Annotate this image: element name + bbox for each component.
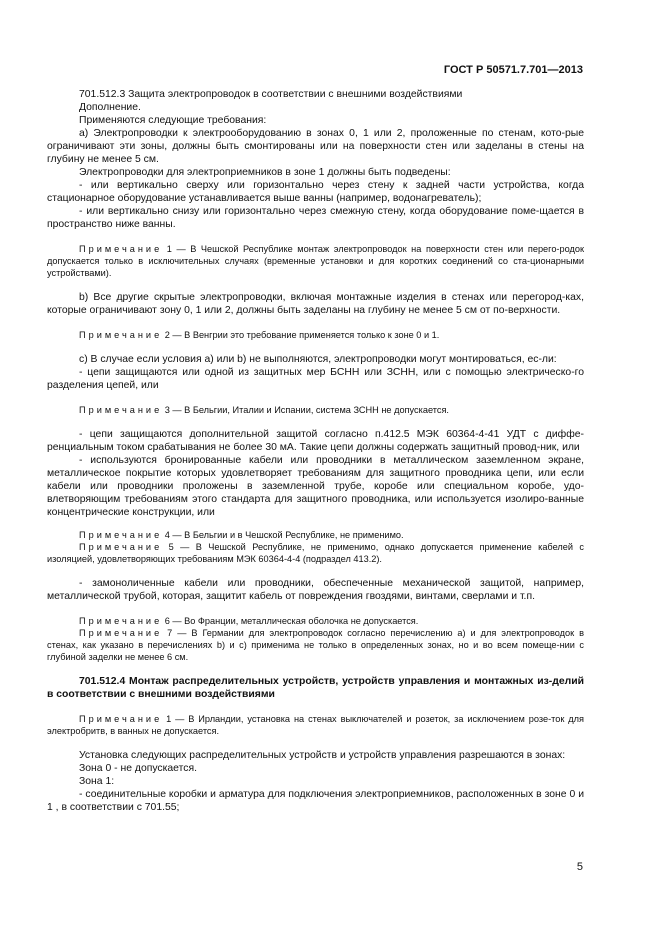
paragraph: - цепи защищаются или одной из защитных мер БСНН или ЗСНН, или с помощью электрическо-го разделения цепей, или	[47, 367, 584, 391]
paragraph: Зона 1:	[79, 776, 115, 787]
note-text: 6 — Во Франции, металлическая оболочка не допускается.	[162, 616, 419, 626]
paragraph: b) Все другие скрытые электропроводки, включая монтажные изделия в стенах или перегород-ках, которые ограничивают зону 0, 1 или 2, должны быть заделаны на глубину не менее 5 см от по-верхности.	[47, 292, 584, 316]
note-label: Примечание	[79, 530, 163, 540]
note	[47, 243, 584, 279]
note-label: Примечание	[79, 542, 163, 552]
section-heading: 701.512.4 Монтаж распределительных устройств, устройств управления и монтажных из-делий в соответствии с внешними воздействиями	[47, 676, 584, 700]
body-text	[47, 88, 584, 814]
note-text: 1 — В Ирландии, установка на стенах выключателей и розеток, за исключением розе-ток для электробритв, в ванных не допускается.	[47, 714, 584, 736]
paragraph: a) Электропроводки к электрооборудованию в зонах 0, 1 или 2, проложенные по стенам, кото-рые ограничивают эти зоны, должны быть смонтированы или на поверхности стен или заделаны в стены на глубину не менее 5 см.	[47, 128, 584, 165]
note	[47, 541, 584, 565]
paragraph: Электропроводки для электроприемников в зоне 1 должны быть подведены:	[79, 167, 451, 178]
paragraph: Применяются следующие требования:	[79, 115, 267, 126]
note	[47, 627, 584, 663]
note-label: Примечание	[79, 628, 163, 638]
paragraph: c) В случае если условия a) или b) не выполняются, электропроводки могут монтироваться, ес-ли:	[79, 354, 557, 365]
note-label: Примечание	[79, 714, 163, 724]
note-label: Примечание	[79, 330, 163, 340]
note	[47, 615, 584, 627]
standard-header: ГОСТ Р 50571.7.701—2013	[443, 64, 583, 76]
note-label: Примечание	[79, 405, 163, 415]
note-text: 4 — В Бельгии и в Чешской Республике, не применимо.	[162, 530, 404, 540]
note-text: 7 — В Германии для электропроводок согласно перечислению a) и для электропроводок в стенах, как указано в перечислениях b) и c) применима не только в определенных зонах, но и во всем помеще-нии с глубиной заделки не менее 6 см.	[47, 628, 584, 662]
note-text: 1 — В Чешской Республике монтаж электропроводок на поверхности стен или перего-родок допускается только в исключительных случаях (временные установки и для коротких соединений со ста-ционарными устройствами).	[47, 244, 584, 278]
list-item: - или вертикально снизу или горизонтально через смежную стену, когда оборудование поме-щается в пространство ниже ванны.	[47, 206, 584, 230]
note	[47, 329, 584, 341]
note-text: 2 — В Венгрии это требование применяется только к зоне 0 и 1.	[162, 330, 440, 340]
list-item: - или вертикально сверху или горизонтально через стену к задней части устройства, когда стационарное оборудование устанавливается выше ванны (например, водонагреватель);	[47, 180, 584, 204]
paragraph: - используются бронированные кабели или проводники в металлическом заземленном экране, металлическое покрытие которых удовлетворяет требованиям для защитного проводника цепи, или если кабели или проводники проложены в заземленной трубе, коробе или специальном коробе, удо-влетворяющим требованиям этого стандарта для защитного проводника, или используется изолиро-ванные концентрические конструкции, или	[47, 455, 584, 518]
paragraph: Дополнение.	[79, 102, 141, 113]
paragraph: - замоноличенные кабели или проводники, обеспеченные механической защитой, например, металлической трубой, которая, защитит кабель от повреждения гвоздями, винтами, сверлами и т.п.	[47, 578, 584, 602]
page-number: 5	[576, 861, 583, 873]
note	[47, 529, 584, 541]
note-text: 5 — В Чешской Республике, не применимо, однако допускается применение кабелей с изоляцией, удовлетворяющих требованиям МЭК 60364-4-4 (подраздел 413.2).	[47, 542, 584, 564]
paragraph: Зона 0 - не допускается.	[79, 763, 197, 774]
note-label: Примечание	[79, 244, 163, 254]
section-heading: 701.512.3 Защита электропроводок в соответствии с внешними воздействиями	[79, 89, 463, 100]
note	[47, 404, 584, 416]
paragraph: - цепи защищаются дополнительной защитой согласно п.412.5 МЭК 60364-4-41 УДТ с диффе-ренциальным током срабатывания не более 30 мА. Такие цепи должны содержать защитный провод-ник, или	[47, 429, 584, 453]
note-label: Примечание	[79, 616, 163, 626]
list-item: - соединительные коробки и арматура для подключения электроприемников, расположенных в зоне 0 и 1 , в соответствии с 701.55;	[47, 789, 584, 813]
note	[47, 713, 584, 737]
paragraph: Установка следующих распределительных устройств и устройств управления разрешаются в зонах:	[79, 750, 566, 761]
note-text: 3 — В Бельгии, Италии и Испании, система ЗСНН не допускается.	[162, 405, 449, 415]
